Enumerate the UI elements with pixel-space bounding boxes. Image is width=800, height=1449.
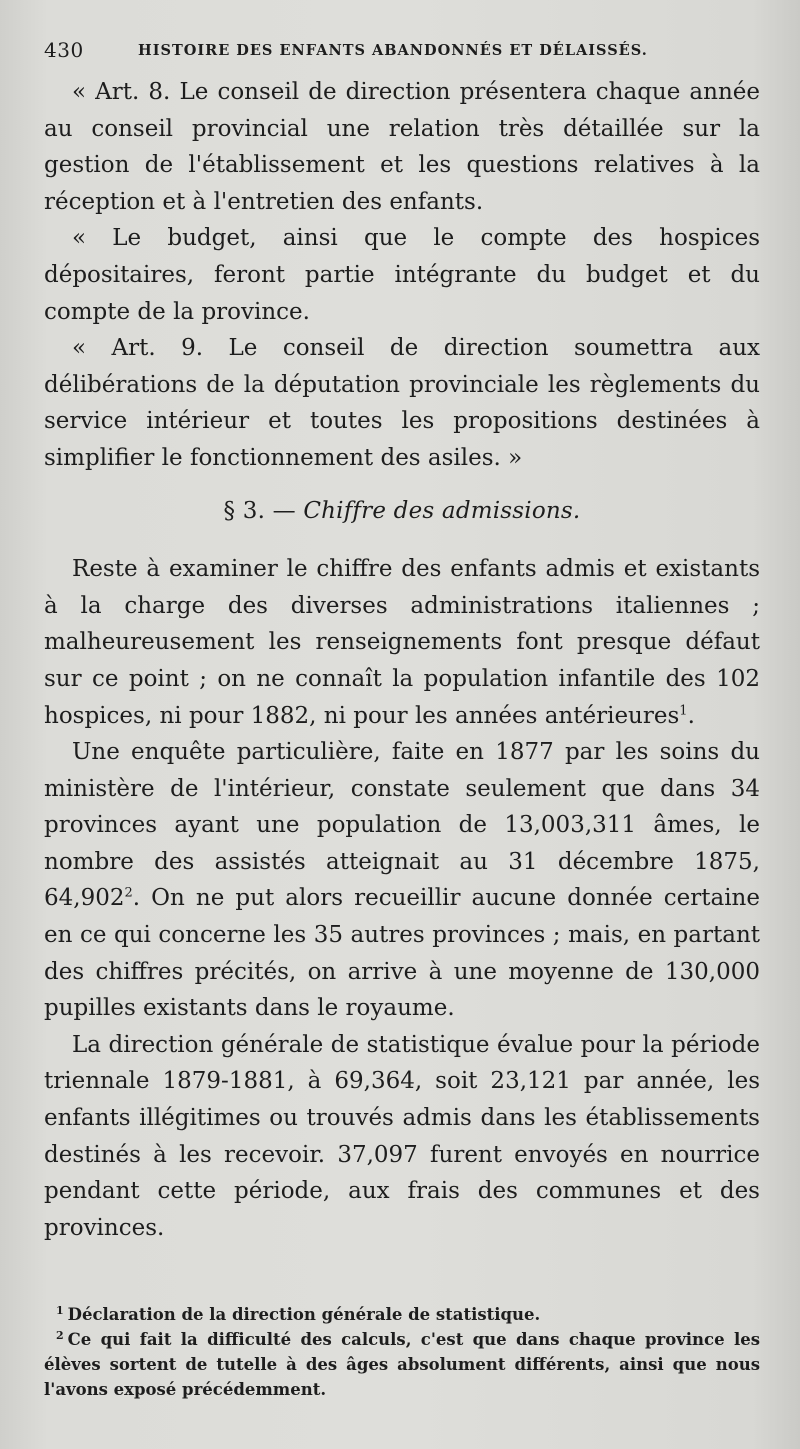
section-heading — [44, 493, 760, 530]
paragraph-reste-text: Reste à examiner le chiffre des enfants admis et existants à la charge des diverses administrations italiennes ; malheureusement les renseignements font presque défaut sur ce point ; on ne connaît la population infantile des 102 hospices, ni pour 1882, ni pour les années antérieures — [44, 556, 760, 729]
page-header — [44, 38, 764, 68]
footnote-ref-2: 2 — [124, 885, 133, 901]
footnote-2-text: Ce qui fait la difficulté des calculs, c'est que dans chaque province les élèves sortent de tutelle à des âges absolument différents, ainsi que nous l'avons exposé précédemment. — [44, 1330, 760, 1399]
footnotes — [44, 1302, 760, 1402]
body-text — [44, 74, 760, 1246]
paragraph-enquete-rest: . On ne put alors recueillir aucune donnée certaine en ce qui concerne les 35 autres provinces ; mais, en partant des chiffres précités, on arrive à une moyenne de 130,000 pupilles existants dans le royaume. — [44, 885, 760, 1022]
footnote-2-mark: 2 — [56, 1328, 64, 1342]
footnote-1-mark: 1 — [56, 1303, 64, 1317]
paragraph-enquete-text: Une enquête particulière, faite en 1877 par les soins du ministère de l'intérieur, constate seulement que dans 34 provinces ayant une population de 13,003,311 âmes, le nombre des assistés atteignait au 31 décembre 1875, 64,902 — [44, 739, 760, 912]
paragraph-direction: La direction générale de statistique évalue pour la période triennale 1879-1881, à 69,364, soit 23,121 par année, les enfants illégitimes ou trouvés admis dans les établissements destinés à les recevoir. 37,097 furent envoyés en nourrice pendant cette période, aux frais des communes et des provinces. — [44, 1031, 760, 1241]
footnote-1-text: Déclaration de la direction générale de statistique. — [67, 1305, 541, 1324]
footnote-1 — [44, 1302, 760, 1327]
paragraph-art-8: « Art. 8. Le conseil de direction présentera chaque année au conseil provincial une relation très détaillée sur la gestion de l'établissement et les questions relatives à la réception et à l'entretien des enfants. — [44, 79, 760, 215]
page-number: 430 — [44, 38, 84, 62]
paragraph-enquete — [44, 734, 760, 1027]
section-title: Chiffre des admissions. — [303, 497, 581, 524]
paragraph-art-9: « Art. 9. Le conseil de direction soumettra aux délibérations de la députation provinciale les règlements du service intérieur et toutes les propositions destinées à simplifier le fonctionnement des asiles. » — [44, 335, 760, 471]
footnote-2 — [44, 1327, 760, 1402]
footnote-ref-1: 1 — [679, 702, 688, 718]
running-title: HISTOIRE DES ENFANTS ABANDONNÉS ET DÉLAISSÉS. — [138, 42, 648, 59]
paragraph-reste-end: . — [687, 702, 695, 729]
paragraph-reste — [44, 551, 760, 734]
section-number: § 3. — — [223, 497, 296, 524]
paragraph-budget: « Le budget, ainsi que le compte des hospices dépositaires, feront partie intégrante du budget et du compte de la province. — [44, 225, 760, 325]
